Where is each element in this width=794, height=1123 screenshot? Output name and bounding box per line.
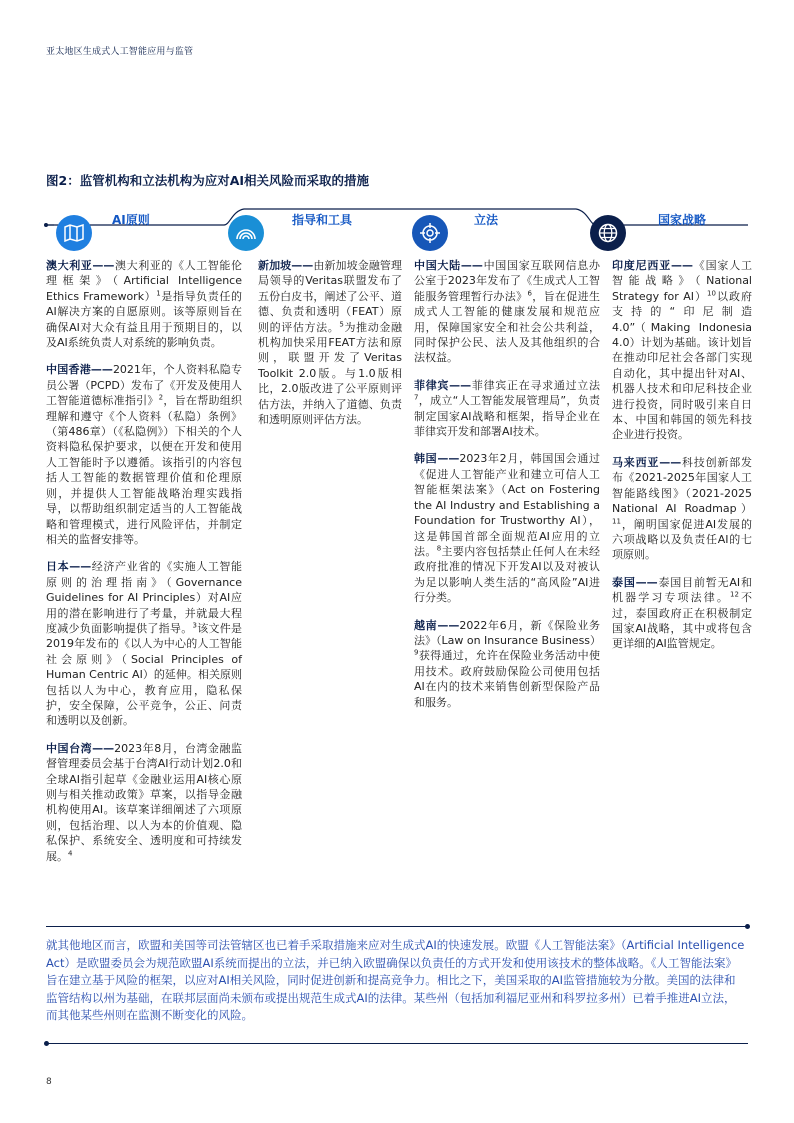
entry-hong-kong: 中国香港——2021年，个人资料私隐专员公署（PCPD）发布了《开发及使用人工智能道德标准指引》$^2$，旨在帮助组织理解和遵守《个人资料（私隐）条例》（第486章）（《私隐例》）下相关的个人资料隐私保护要求，以便在开发和使用人工智能时予以遵循。该指引的内容包括人工智能的数据管理价值和伦理原则，并提供人工智能战略治理实践指导，以帮助组织制定适当的人工智能战略和管理模式，进行风险评估，并制定相关的监督安排等。	[46, 363, 243, 546]
entry-korea: 韩国——2023年2月，韩国国会通过《促进人工智能产业和建立可信人工智能框架法案》（Act on Fostering the AI Industry and Establishing a Foundation for Trustworthy AI），这是韩国首部全面规范AI应用的立法。$^8$主要内容包括禁止任何人在未经政府批准的情况下开发AI以及对被认为足以影响人类生活的“高风险”AI进行分类。	[414, 452, 601, 605]
rule-start-dot	[44, 1041, 49, 1046]
entry-singapore: 新加坡——由新加坡金融管理局领导的Veritas联盟发布了五份白皮书，阐述了公平、道德、负责和透明（FEAT）原则的评估方法。$^5$为推动金融机构加快采用FEAT方法和原则，联盟开发了Veritas Toolkit 2.0版。与1.0版相比，2.0版改进了公平原则评估方法，并纳入了道德、负责和透明原则评估方法。	[258, 259, 403, 427]
summary-bottom-rule	[46, 1043, 748, 1044]
entry-vietnam: 越南——2022年6月，新《保险业务法》（Law on Insurance Business）$^9$获得通过，允许在保险业务活动中使用技术。政府鼓励保险公司使用包括AI在内的技术来销售创新型保险产品和服务。	[414, 618, 602, 709]
category-national-strategy	[584, 205, 750, 261]
category-guidance-tools	[228, 205, 404, 261]
signal-arc-icon	[228, 215, 264, 251]
column-legislation	[414, 258, 600, 722]
entry-australia: 澳大利亚——澳大利亚的《人工智能伦理框架》（Artificial Intelligence Ethics Framework）$^1$是指导负责任的AI解决方案的自愿原则。该等原则旨在确保AI对大众有益且用于预期目的，以及AI系统负责人对系统的影响负责。	[46, 259, 243, 350]
entry-thailand: 泰国——泰国目前暂无AI和机器学习专项法律。$^{12}$不过，泰国政府正在积极制定国家AI战略，其中或将包含更详细的AI监管规定。	[612, 575, 753, 651]
column-guidance-tools	[258, 258, 402, 439]
entry-china-mainland: 中国大陆——中国国家互联网信息办公室于2023年发布了《生成式人工智能服务管理暂行办法》$^6$，旨在促进生成式人工智能的健康发展和规范应用，保障国家安全和社会公共利益，同时保护公民、法人及其他组织的合法权益。	[414, 259, 601, 365]
page-number: 8	[46, 1077, 52, 1087]
column-ai-principles	[46, 258, 242, 876]
running-header: 亚太地区生成式人工智能应用与监管	[46, 47, 194, 57]
category-legislation	[408, 205, 584, 261]
figure-title: 图2：监管机构和立法机构为应对AI相关风险而采取的措施	[46, 173, 370, 188]
summary-paragraph: 就其他地区而言，欧盟和美国等司法管辖区也已着手采取措施来应对生成式AI的快速发展。欧盟《人工智能法案》（Artificial Intelligence Act）是欧盟委员会为规范欧盟AI系统而提出的立法，并已纳入欧盟确保以负责任的方式开发和使用该技术的整体战略。《人工智能法案》旨在建立基于风险的框架，以应对AI相关风险，同时促进创新和提高竞争力。相比之下，美国采取的AI监管措施较为分散。美国的法律和监管结构以州为基础，在联邦层面尚未颁布或提出规范生成式AI的法律。某些州（包括加利福尼亚州和科罗拉多州）已着手推进AI立法，而其他某些州则在监测不断变化的风险。	[46, 938, 745, 1022]
rule-end-dot	[745, 924, 750, 929]
summary-top-rule	[46, 926, 748, 927]
entry-malaysia: 马来西亚——科技创新部发布《2021-2025年国家人工智能路线图》（2021-2025 National AI Roadmap）$^{11}$，阐明国家促进AI发展的六项战略以及负责任AI的七项原则。	[612, 455, 753, 562]
column-national-strategy	[612, 258, 752, 664]
category-label: 立法	[474, 213, 499, 227]
target-icon	[412, 215, 448, 251]
category-label: AI原则	[112, 213, 150, 227]
category-label: 指导和工具	[292, 213, 353, 227]
entry-taiwan: 中国台湾——2023年8月，台湾金融监督管理委员会基于台湾AI行动计划2.0和全球AI指引起草《金融业运用AI核心原则与相关推动政策》草案，以指导金融机构使用AI。该草案详细阐述了六项原则，包括治理、以人为本的价值观、隐私保护、系统安全、透明度和可持续发展。$^4$	[46, 741, 242, 863]
map-icon	[56, 215, 92, 251]
category-strip	[44, 205, 750, 261]
category-label: 国家战略	[658, 213, 707, 227]
entry-japan: 日本——经济产业省的《实施人工智能原则的治理指南》（Governance Guidelines for AI Principles）对AI应用的潜在影响进行了考量，并就最大程度减少负面影响提供了指导。$^3$该文件是2019年发布的《以人为中心的人工智能社会原则》（Social Principles of Human Centric AI）的延伸。相关原则包括以人为中心，教育应用，隐私保护，安全保障，公平竞争，公正、问责和透明以及创新。	[46, 560, 243, 728]
category-ai-principles	[44, 205, 220, 261]
entry-philippines: 菲律宾——菲律宾正在寻求通过立法$^7$，成立“人工智能发展管理局”，负责制定国家AI战略和框架，指导企业在菲律宾开发和部署AI技术。	[414, 378, 601, 439]
entry-indonesia: 印度尼西亚——《国家人工智能战略》（National Strategy for AI）$^{10}$以政府支持的“印尼制造4.0”（Making Indonesia 4.0）计划为基础。该计划旨在推动印尼社会各部门实现自动化，其中提出针对AI、机器人技术和印尼科技企业进行投资，同时吸引来自日本、中国和韩国的领先科技企业进行投资。	[612, 259, 752, 442]
globe-icon	[590, 215, 626, 251]
